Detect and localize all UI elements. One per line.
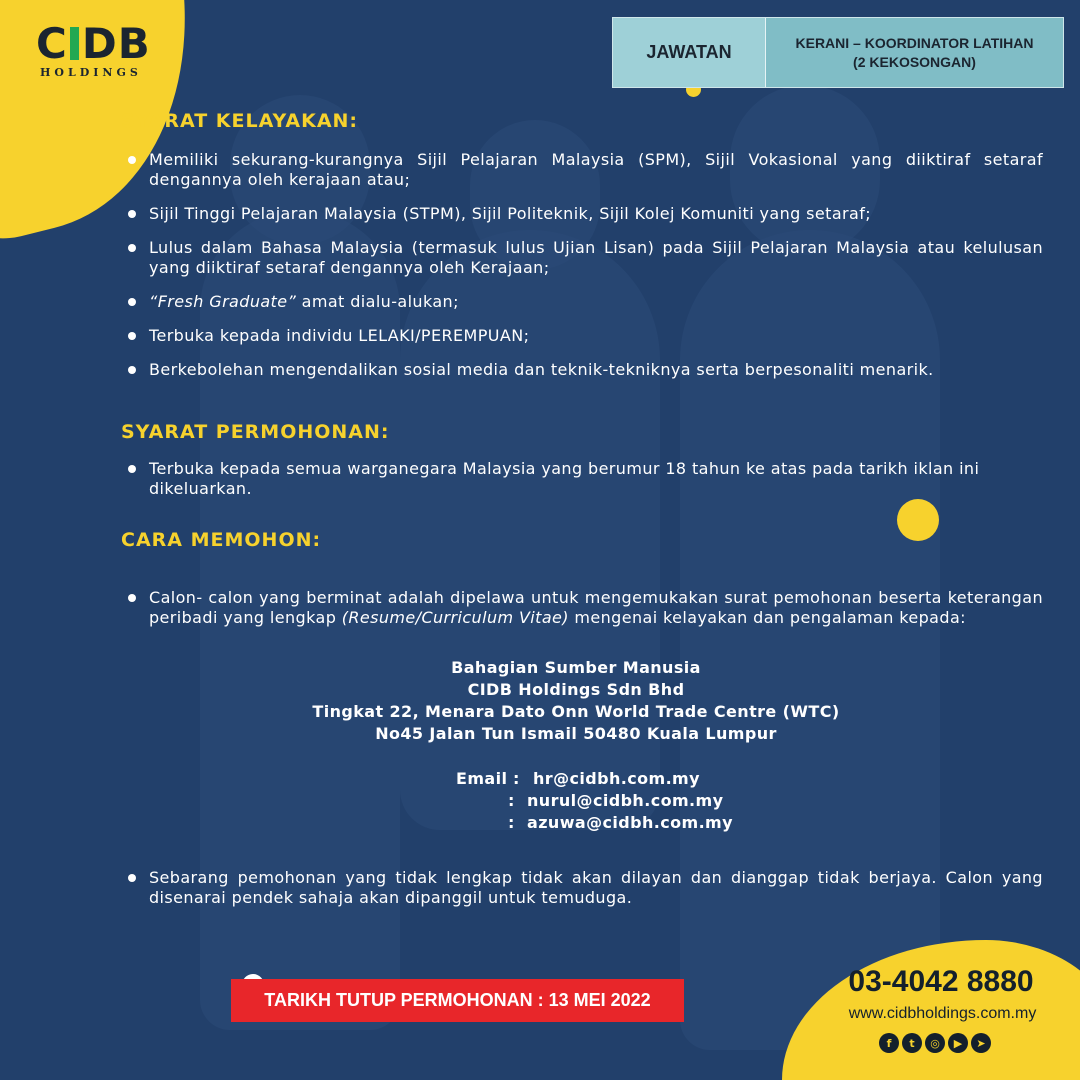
email-row bbox=[456, 790, 733, 812]
list-item: Lulus dalam Bahasa Malaysia (termasuk lulus Ujian Lisan) pada Sijil Pelajaran Malaysia atau kelulusan yang diiktiraf setaraf dengannya oleh Kerajaan; bbox=[128, 238, 1043, 278]
list-item-fresh-graduate bbox=[128, 292, 1043, 312]
website-link[interactable]: www.cidbholdings.com.my bbox=[848, 1005, 1037, 1022]
logo-subtitle: HOLDINGS bbox=[40, 66, 142, 79]
list-item: Berkebolehan mengendalikan sosial media dan teknik-tekniknya serta berpesonaliti menarik. bbox=[128, 360, 1043, 380]
twitter-icon[interactable]: t bbox=[902, 1033, 922, 1053]
email-row bbox=[456, 812, 733, 834]
list-item-apply-instructions bbox=[128, 588, 1043, 628]
cara-memohon-list bbox=[128, 588, 1043, 628]
address-line: Tingkat 22, Menara Dato Onn World Trade Centre (WTC) bbox=[312, 702, 840, 721]
heading-cara-memohon: CARA MEMOHON: bbox=[121, 529, 322, 551]
list-item: Terbuka kepada semua warganegara Malaysia yang berumur 18 tahun ke atas pada tarikh iklan ini dikeluarkan. bbox=[128, 459, 1008, 499]
email-label-spacer bbox=[456, 790, 508, 812]
list-item: Memiliki sekurang-kurangnya Sijil Pelajaran Malaysia (SPM), Sijil Vokasional yang diiktiraf setaraf dengannya oleh kerajaan atau; bbox=[128, 150, 1043, 190]
apply-text-post: mengenai kelayakan dan pengalaman kepada: bbox=[568, 608, 966, 627]
email-colon: : bbox=[513, 769, 520, 788]
list-item: Sebarang pemohonan yang tidak lengkap tidak akan dilayan dan dianggap tidak berjaya. Calon yang disenarai pendek sahaja akan dipanggil untuk temuduga. bbox=[128, 868, 1043, 908]
instagram-icon[interactable]: ◎ bbox=[925, 1033, 945, 1053]
email-label-spacer bbox=[456, 812, 508, 834]
telegram-icon[interactable]: ➤ bbox=[971, 1033, 991, 1053]
email-colon: : bbox=[508, 813, 515, 832]
logo-letter-c: C bbox=[36, 19, 68, 68]
phone-number[interactable]: 03-4042 8880 bbox=[848, 965, 1034, 998]
youtube-icon[interactable]: ▶ bbox=[948, 1033, 968, 1053]
fresh-graduate-rest: amat dialu-alukan; bbox=[296, 292, 459, 311]
logo-wordmark bbox=[36, 19, 156, 68]
deadline-banner: TARIKH TUTUP PERMOHONAN : 13 MEI 2022 bbox=[231, 979, 684, 1022]
job-value-line2: (2 KEKOSONGAN) bbox=[853, 53, 976, 70]
facebook-icon[interactable]: f bbox=[879, 1033, 899, 1053]
job-value bbox=[766, 18, 1063, 87]
apply-text-pre: Calon- calon yang berminat adalah dipelawa untuk mengemukakan surat pemohonan beserta keterangan peribadi yang lengkap bbox=[149, 588, 1043, 627]
fresh-graduate-italic: “Fresh Graduate” bbox=[149, 292, 297, 311]
social-icons bbox=[879, 1033, 991, 1053]
email-link[interactable]: azuwa@cidbh.com.my bbox=[527, 813, 733, 832]
list-item: Sijil Tinggi Pelajaran Malaysia (STPM), Sijil Politeknik, Sijil Kolej Komuniti yang setaraf; bbox=[128, 204, 1043, 224]
email-colon: : bbox=[508, 791, 515, 810]
email-link[interactable]: hr@cidbh.com.my bbox=[533, 769, 700, 788]
job-value-line1: KERANI – KOORDINATOR LATIHAN bbox=[795, 34, 1034, 51]
apply-text-italic: (Resume/Curriculum Vitae) bbox=[341, 608, 569, 627]
job-label: JAWATAN bbox=[613, 18, 766, 87]
address-line: CIDB Holdings Sdn Bhd bbox=[467, 680, 685, 699]
address-line: Bahagian Sumber Manusia bbox=[451, 658, 701, 677]
yellow-dot-large bbox=[897, 499, 939, 541]
cara-memohon-note-list bbox=[128, 868, 1043, 908]
email-link[interactable]: nurul@cidbh.com.my bbox=[527, 791, 724, 810]
syarat-kelayakan-list bbox=[128, 150, 1043, 380]
heading-syarat-kelayakan: SYARAT KELAYAKAN: bbox=[121, 110, 359, 132]
hr-address bbox=[200, 657, 952, 745]
address-line: No45 Jalan Tun Ismail 50480 Kuala Lumpur bbox=[375, 724, 777, 743]
email-list bbox=[456, 768, 733, 834]
email-label: Email bbox=[456, 769, 508, 788]
job-title-box bbox=[612, 17, 1064, 88]
list-item: Terbuka kepada individu LELAKI/PEREMPUAN; bbox=[128, 326, 1043, 346]
cidb-logo bbox=[36, 19, 156, 79]
heading-syarat-permohonan: SYARAT PERMOHONAN: bbox=[121, 421, 390, 443]
logo-letters-db: DB bbox=[81, 19, 151, 68]
email-row bbox=[456, 768, 733, 790]
logo-green-bar bbox=[70, 27, 79, 60]
syarat-permohonan-list bbox=[128, 459, 1008, 499]
